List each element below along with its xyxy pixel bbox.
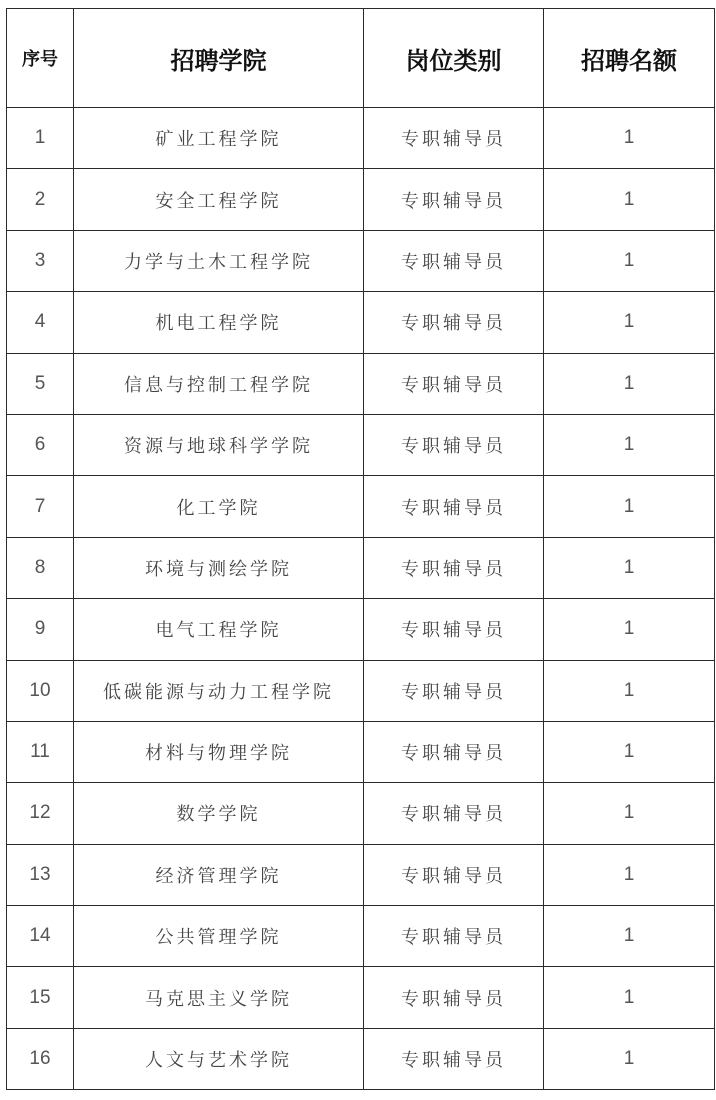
cell-college: 资源与地球科学学院 [74,414,364,475]
cell-quota: 1 [544,599,715,660]
table-row [7,414,715,475]
cell-seq: 6 [7,414,74,475]
cell-college: 经济管理学院 [74,844,364,905]
cell-quota: 1 [544,1028,715,1089]
cell-seq: 1 [7,108,74,169]
cell-position: 专职辅导员 [364,906,544,967]
cell-position: 专职辅导员 [364,414,544,475]
cell-college: 环境与测绘学院 [74,537,364,598]
header-position: 岗位类别 [364,9,544,108]
cell-college: 数学学院 [74,783,364,844]
cell-position: 专职辅导员 [364,1028,544,1089]
cell-position: 专职辅导员 [364,353,544,414]
header-row [7,9,715,108]
cell-seq: 14 [7,906,74,967]
cell-seq: 12 [7,783,74,844]
cell-seq: 9 [7,599,74,660]
cell-college: 信息与控制工程学院 [74,353,364,414]
cell-position: 专职辅导员 [364,292,544,353]
cell-position: 专职辅导员 [364,660,544,721]
cell-position: 专职辅导员 [364,783,544,844]
cell-position: 专职辅导员 [364,476,544,537]
table-row [7,353,715,414]
cell-seq: 16 [7,1028,74,1089]
cell-seq: 7 [7,476,74,537]
table-row [7,599,715,660]
cell-quota: 1 [544,967,715,1028]
cell-position: 专职辅导员 [364,169,544,230]
cell-seq: 4 [7,292,74,353]
cell-college: 电气工程学院 [74,599,364,660]
cell-position: 专职辅导员 [364,537,544,598]
header-college: 招聘学院 [74,9,364,108]
cell-position: 专职辅导员 [364,844,544,905]
header-seq: 序号 [7,9,74,108]
recruitment-table [6,8,715,1090]
cell-quota: 1 [544,844,715,905]
table-row [7,783,715,844]
table-row [7,230,715,291]
cell-quota: 1 [544,537,715,598]
cell-seq: 5 [7,353,74,414]
table-row [7,108,715,169]
cell-college: 材料与物理学院 [74,721,364,782]
cell-seq: 2 [7,169,74,230]
cell-quota: 1 [544,108,715,169]
cell-college: 马克思主义学院 [74,967,364,1028]
cell-seq: 3 [7,230,74,291]
cell-college: 人文与艺术学院 [74,1028,364,1089]
header-quota: 招聘名额 [544,9,715,108]
cell-quota: 1 [544,721,715,782]
cell-college: 矿业工程学院 [74,108,364,169]
cell-position: 专职辅导员 [364,599,544,660]
cell-quota: 1 [544,414,715,475]
cell-quota: 1 [544,476,715,537]
cell-college: 力学与土木工程学院 [74,230,364,291]
table-row [7,537,715,598]
cell-seq: 11 [7,721,74,782]
cell-college: 公共管理学院 [74,906,364,967]
table-row [7,660,715,721]
cell-position: 专职辅导员 [364,721,544,782]
cell-quota: 1 [544,230,715,291]
cell-seq: 13 [7,844,74,905]
cell-college: 安全工程学院 [74,169,364,230]
cell-college: 机电工程学院 [74,292,364,353]
cell-position: 专职辅导员 [364,230,544,291]
cell-seq: 15 [7,967,74,1028]
cell-quota: 1 [544,169,715,230]
cell-college: 化工学院 [74,476,364,537]
table-row [7,476,715,537]
cell-quota: 1 [544,660,715,721]
cell-quota: 1 [544,783,715,844]
table-row [7,906,715,967]
table-row [7,844,715,905]
table-row [7,169,715,230]
cell-quota: 1 [544,292,715,353]
cell-college: 低碳能源与动力工程学院 [74,660,364,721]
table-row [7,967,715,1028]
table-row [7,292,715,353]
table-row [7,721,715,782]
cell-quota: 1 [544,353,715,414]
cell-position: 专职辅导员 [364,967,544,1028]
cell-seq: 10 [7,660,74,721]
cell-seq: 8 [7,537,74,598]
table-row [7,1028,715,1089]
cell-quota: 1 [544,906,715,967]
cell-position: 专职辅导员 [364,108,544,169]
